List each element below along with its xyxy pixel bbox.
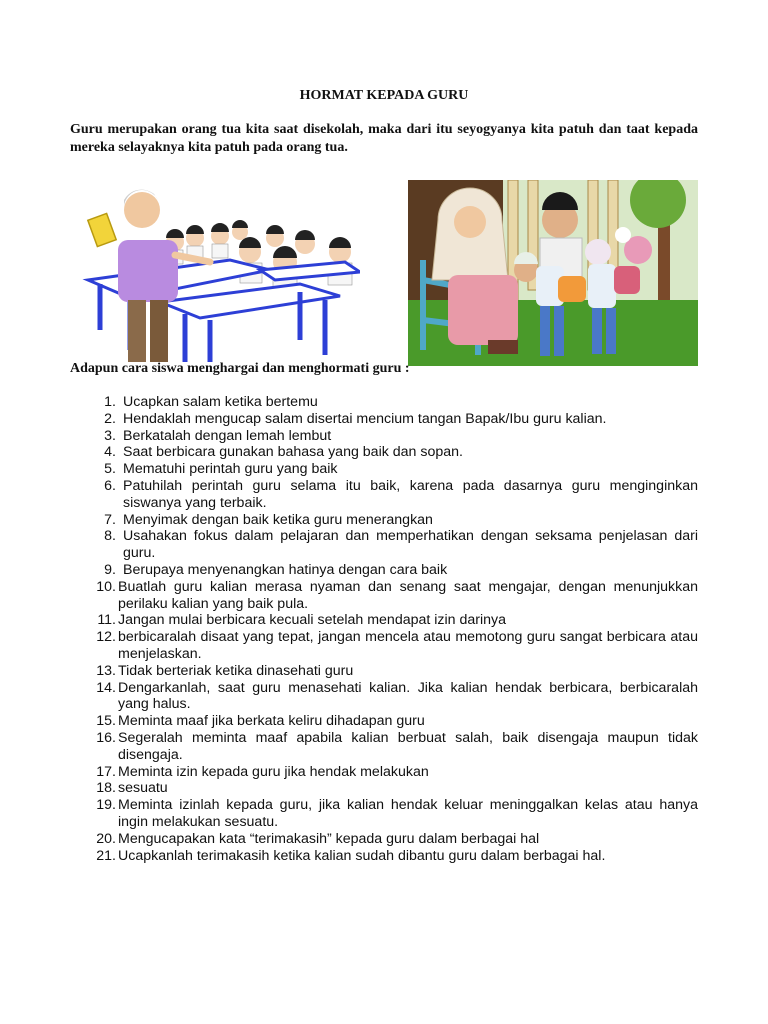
intro-paragraph: Guru merupakan orang tua kita saat disekolah, maka dari itu seyogyanya kita patuh dan taat kepada mereka selayaknya kita patuh pada orang tua. [70,122,698,155]
list-item: 21. Ucapkanlah terimakasih ketika kalian sudah dibantu guru dalam berbagai hal. [96,847,606,864]
list-item: 19. Meminta izinlah kepada guru, jika kalian hendak keluar meninggalkan kelas atau hanya ingin melakukan sesuatu. [96,797,698,830]
list-heading: Adapun cara siswa menghargai dan menghormati guru : [70,361,410,376]
list-item: 13. Tidak berteriak ketika dinasehati guru [96,662,354,679]
list-item: 9. Berupaya menyenangkan hatinya dengan cara baik [104,561,448,578]
list-item: 6. Patuhilah perintah guru selama itu baik, karena pada dasarnya guru menginginkan siswanya yang terbaik. [104,477,698,511]
page-title: HORMAT KEPADA GURU [299,88,469,103]
list-item: 3. Berkatalah dengan lemah lembut [104,427,332,444]
list-item: 11. Jangan mulai berbicara kecuali setelah mendapat izin darinya [97,612,507,629]
list-item: 20. Mengucapakan kata “terimakasih” kepada guru dalam berbagai hal [96,830,540,847]
list-item: 1. Ucapkan salam ketika bertemu [104,394,318,410]
list-item: 17. Meminta izin kepada guru jika hendak melakukan [96,763,429,780]
list-item: 4. Saat berbicara gunakan bahasa yang baik dan sopan. [104,444,463,461]
list-item: 16. Segeralah meminta maaf apabila kalian berbuat salah, baik disengaja maupun tidak disengaja. [96,729,698,763]
respect-list [70,394,698,864]
classroom-teacher-illustration [70,180,360,362]
list-item: 7. Menyimak dengan baik ketika guru menerangkan [104,511,433,528]
list-item: 2. Hendaklah mengucap salam disertai mencium tangan Bapak/Ibu guru kalian. [104,410,607,427]
list-item: 5. Mematuhi perintah guru yang baik [104,461,338,478]
students-greeting-teacher-illustration [408,180,698,366]
list-item: 15. Meminta maaf jika berkata keliru dihadapan guru [96,713,425,730]
list-item: 8. Usahakan fokus dalam pelajaran dan memperhatikan dengan seksama penjelasan dari guru. [104,528,698,562]
list-item: 14. Dengarkanlah, saat guru menasehati kalian. Jika kalian hendak berbicara, berbicaralah yang halus. [96,679,698,713]
list-item: 10. Buatlah guru kalian merasa nyaman dan senang saat mengajar, dengan menunjukkan perilaku kalian yang baik pula. [96,578,698,612]
list-item: 18. sesuatu [96,780,168,797]
list-item: 12. berbicaralah disaat yang tepat, jangan mencela atau memotong guru sangat berbicara atau menjelaskan. [96,629,698,662]
